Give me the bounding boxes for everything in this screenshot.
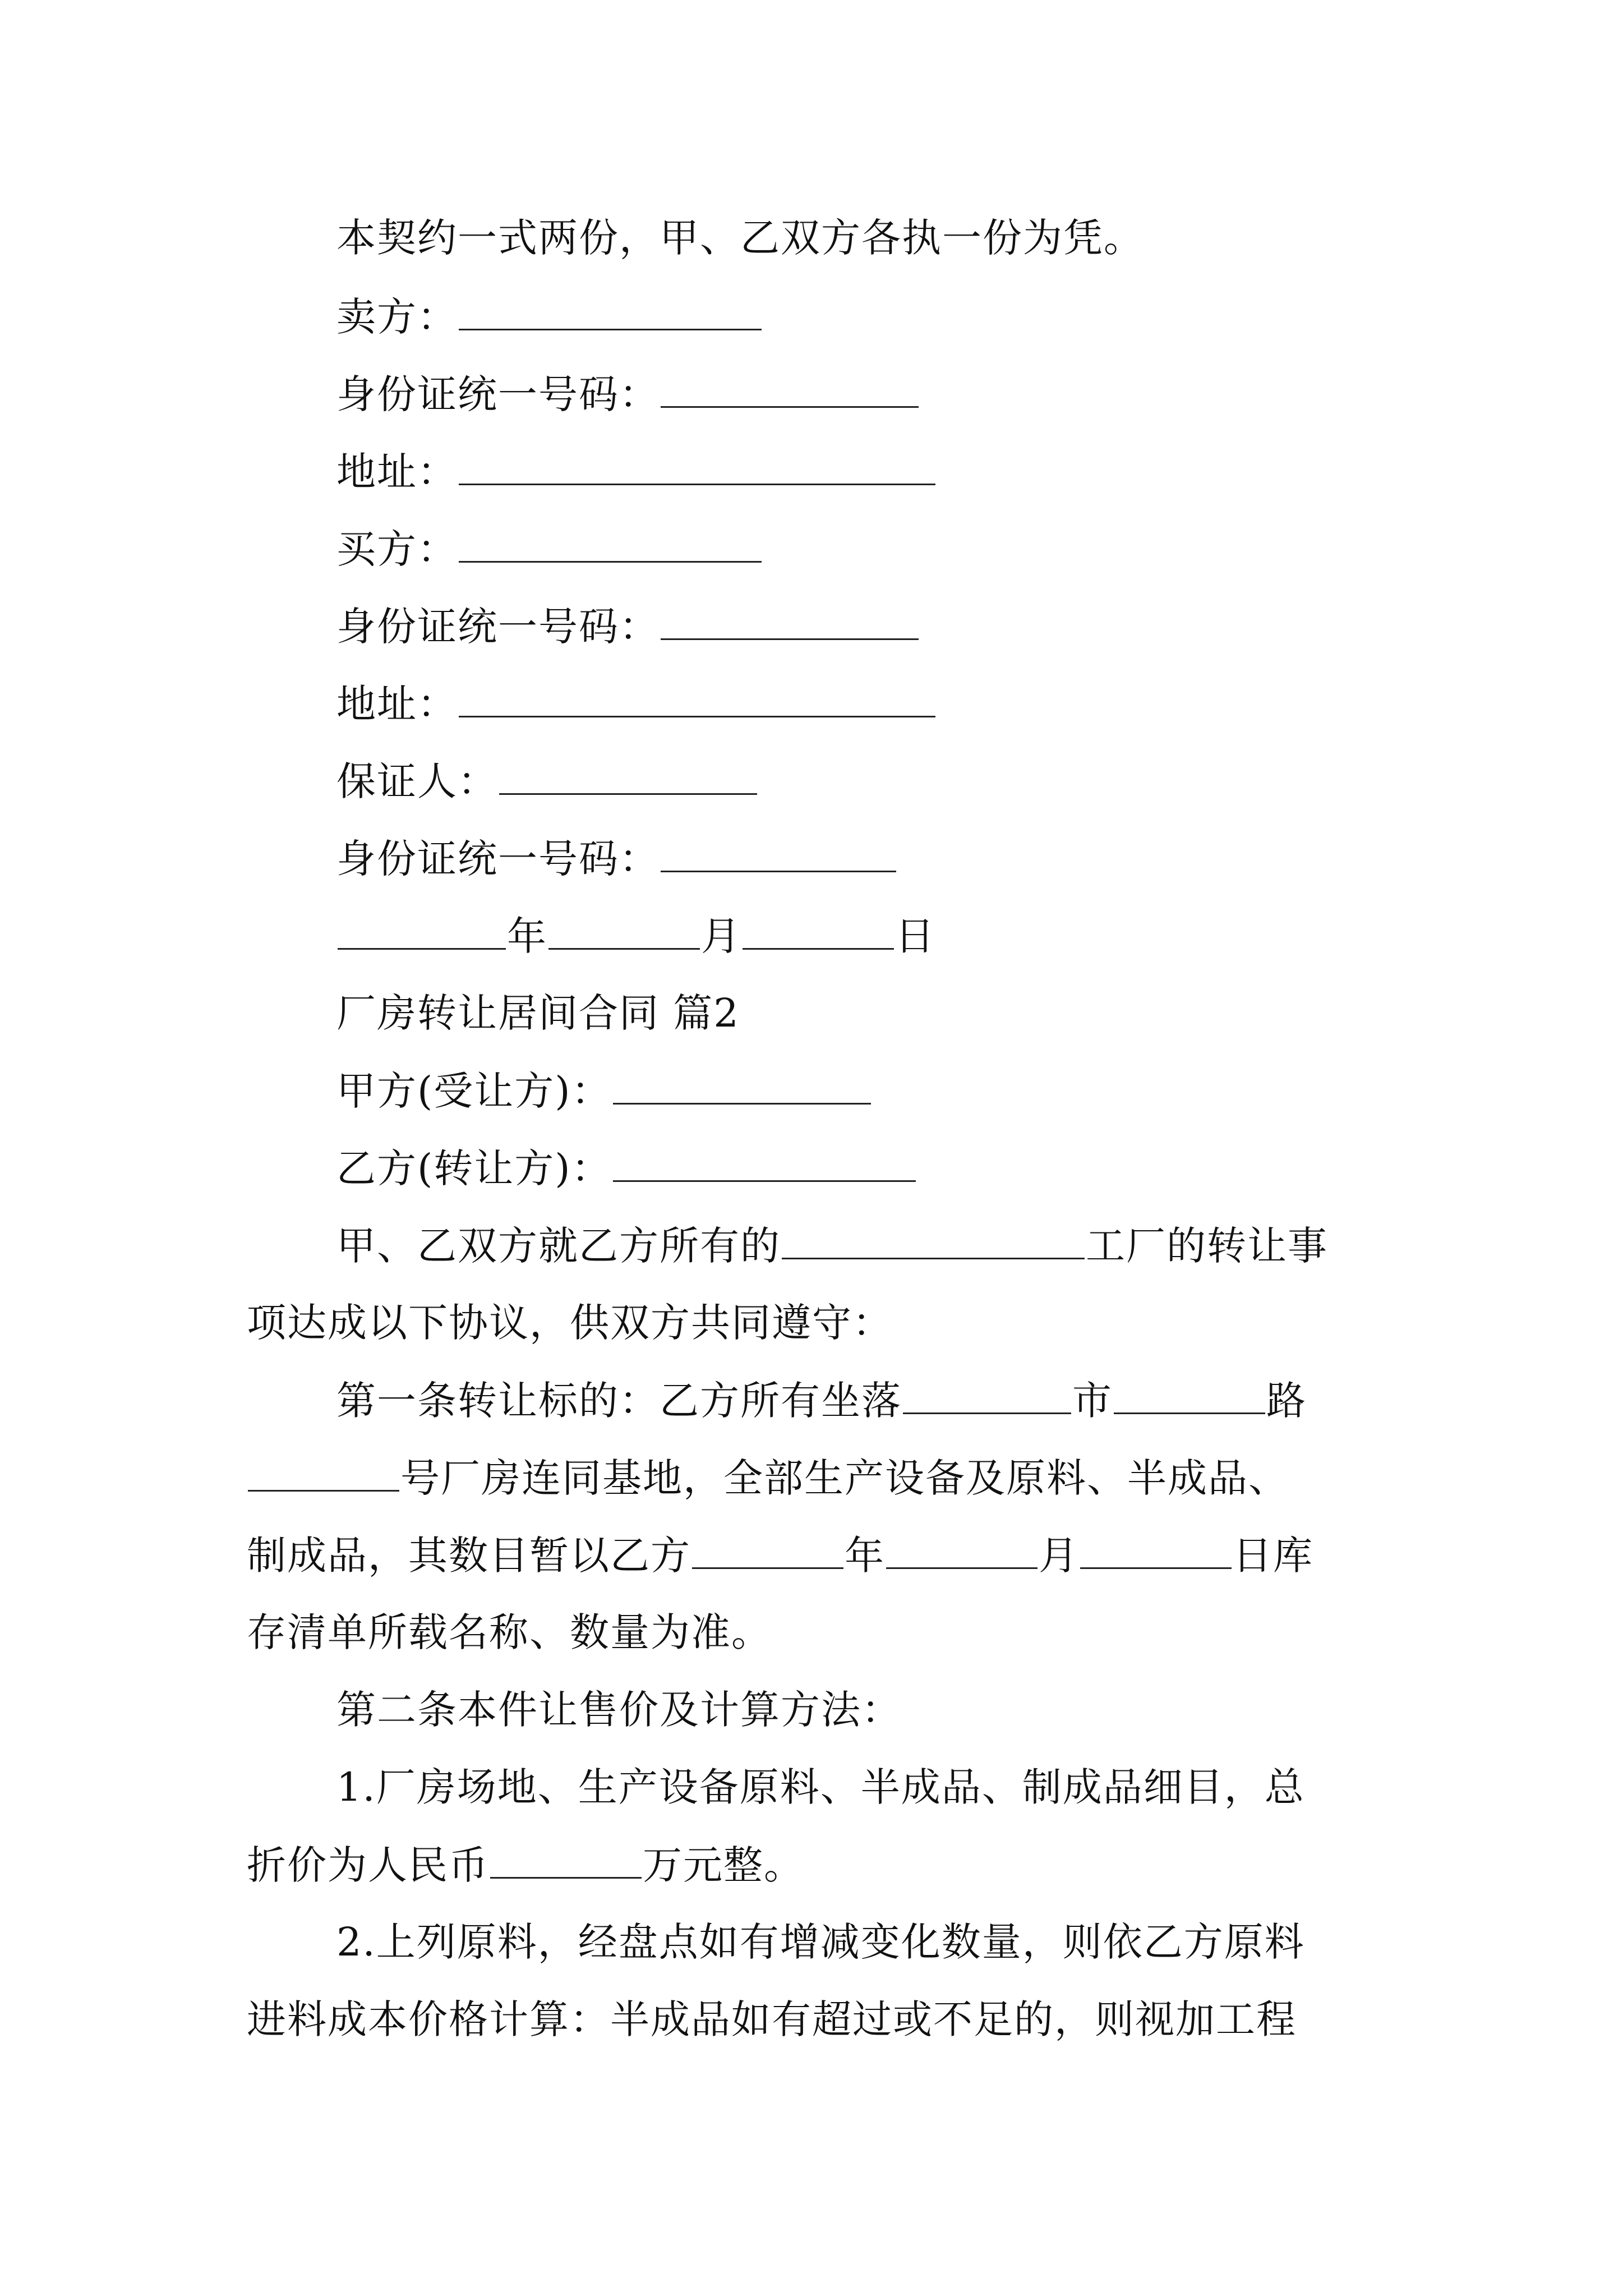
contract2-title-line	[336, 986, 740, 1040]
buyer-line	[336, 522, 763, 576]
article2-item1-line-2	[247, 1838, 804, 1892]
seller-blank	[459, 289, 762, 330]
year-label: 年	[507, 913, 547, 959]
party-a-label: 甲方(受让方)：	[336, 1068, 612, 1114]
article2-item2-line-2	[247, 1993, 1297, 2046]
article1-part-1: 第一条转让标的：乙方所有坐落	[336, 1378, 902, 1424]
buyer-address-label: 地址：	[336, 681, 458, 727]
article1-line-4-text: 存清单所载名称、数量为准。	[247, 1609, 772, 1655]
seller-address-blank	[459, 444, 935, 485]
guarantor-blank	[499, 754, 757, 795]
seller-label: 卖方：	[336, 294, 458, 340]
intro-line-1	[336, 1218, 1328, 1273]
month-label: 月	[701, 913, 741, 959]
factory-name-blank	[782, 1218, 1085, 1259]
article1-line-3-month: 月	[1039, 1533, 1079, 1579]
article1-line-2	[247, 1451, 1289, 1505]
party-b-label: 乙方(转让方)：	[336, 1145, 612, 1191]
closing-text: 本契约一式两份，甲、乙双方各执一份为凭。	[336, 215, 1144, 261]
article2-item1-line-2-part-2: 万元整。	[643, 1842, 804, 1888]
party-a-blank	[613, 1064, 871, 1105]
intro-part-2: 工厂的转让事	[1086, 1223, 1328, 1269]
buyer-id-blank	[661, 599, 919, 640]
guarantor-line	[336, 754, 758, 808]
buyer-address-line	[336, 677, 937, 731]
contract2-title: 厂房转让居间合同 篇2	[336, 990, 740, 1036]
inventory-year-blank	[692, 1528, 843, 1569]
article1-line-2-text: 号厂房连同基地，全部生产设备及原料、半成品、	[400, 1455, 1289, 1501]
month-blank	[548, 909, 700, 950]
year-blank	[338, 909, 506, 950]
intro-line-2	[247, 1296, 893, 1350]
article2-item2-line-2-text: 进料成本价格计算：半成品如有超过或不足的，则视加工程	[247, 1996, 1297, 2042]
buyer-address-blank	[459, 677, 935, 717]
date-line	[336, 909, 935, 963]
article1-line-4	[247, 1605, 772, 1659]
article2-item1-line-1	[336, 1760, 1305, 1814]
intro-part-1: 甲、乙双方就乙方所有的	[336, 1223, 781, 1269]
article1-line-3	[247, 1528, 1313, 1582]
city-blank	[903, 1373, 1071, 1414]
road-blank	[1114, 1373, 1265, 1414]
price-blank	[490, 1838, 642, 1879]
article1-line-3-year: 年	[845, 1533, 885, 1579]
seller-address-label: 地址：	[336, 449, 458, 495]
seller-id-line	[336, 367, 920, 421]
article2-item2-line-1	[336, 1915, 1305, 1969]
guarantor-id-line	[336, 831, 897, 886]
seller-address-line	[336, 444, 937, 499]
inventory-day-blank	[1080, 1528, 1232, 1569]
article1-road: 路	[1266, 1378, 1307, 1424]
day-blank	[743, 909, 894, 950]
guarantor-id-blank	[661, 831, 896, 872]
buyer-id-line	[336, 599, 920, 654]
article1-city: 市	[1072, 1378, 1113, 1424]
guarantor-id-label: 身份证统一号码：	[336, 836, 660, 882]
article1-line-3-day: 日库	[1233, 1533, 1313, 1579]
article1-line-3-part-1: 制成品，其数目暂以乙方	[247, 1533, 691, 1579]
intro-line-2-text: 项达成以下协议，供双方共同遵守：	[247, 1300, 893, 1346]
article2-item1-line-2-part-1: 折价为人民币	[247, 1842, 489, 1888]
inventory-month-blank	[886, 1528, 1038, 1569]
buyer-label: 买方：	[336, 526, 458, 572]
number-blank	[248, 1451, 399, 1492]
buyer-id-label: 身份证统一号码：	[336, 604, 660, 650]
guarantor-label: 保证人：	[336, 758, 498, 804]
article2-title-line	[336, 1683, 902, 1737]
article2-item1-line-1-text: 1.厂房场地、生产设备原料、半成品、制成品细目，总	[336, 1764, 1305, 1810]
day-label: 日	[895, 913, 935, 959]
seller-id-label: 身份证统一号码：	[336, 371, 660, 417]
party-b-line	[336, 1141, 917, 1195]
article1-line-1	[336, 1373, 1307, 1428]
party-a-line	[336, 1064, 872, 1118]
buyer-blank	[459, 522, 762, 563]
party-b-blank	[613, 1141, 916, 1182]
article2-item2-line-1-text: 2.上列原料，经盘点如有增减变化数量，则依乙方原料	[336, 1919, 1305, 1965]
seller-id-blank	[661, 367, 919, 408]
closing-line	[336, 211, 1144, 265]
article2-title: 第二条本件让售价及计算方法：	[336, 1687, 902, 1733]
seller-line	[336, 289, 763, 344]
